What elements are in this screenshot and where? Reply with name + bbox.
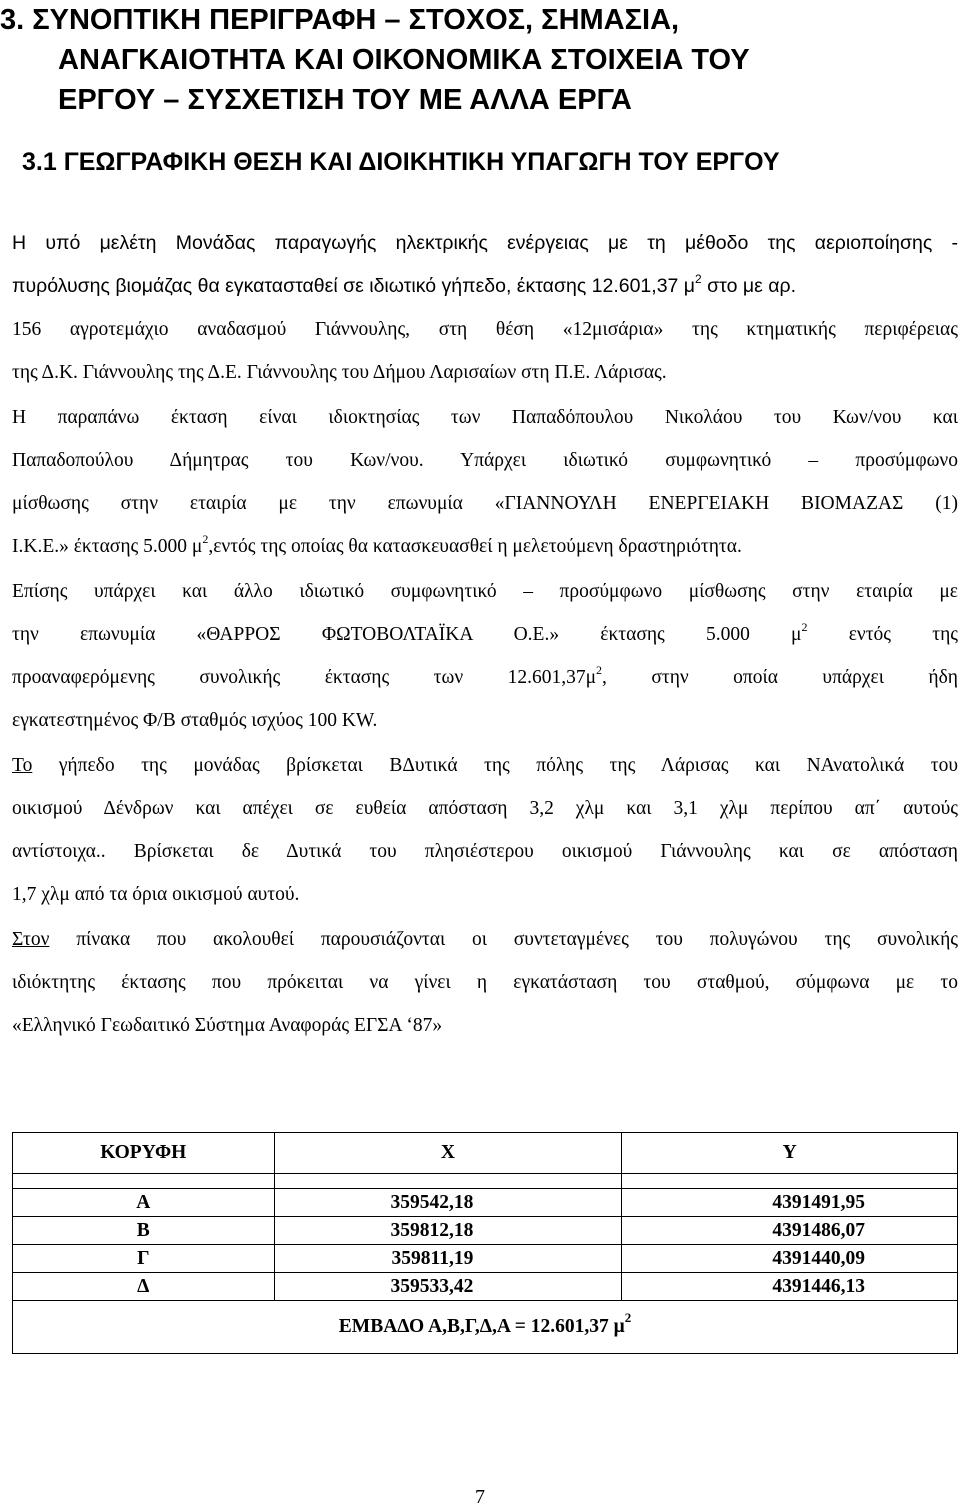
text-line: Η υπό μελέτη Μονάδας παραγωγής ηλεκτρικής ενέργειας με τη μέθοδο της αεριοποίησης -	[12, 232, 958, 254]
vertex-cell: Δ	[13, 1273, 275, 1301]
text-line: 1,7 χλμ από τα όρια οικισμού αυτού.	[12, 884, 300, 905]
superscript: 2	[202, 532, 209, 546]
text-span: την επωνυμία «ΘΑΡΡΟΣ ΦΩΤΟΒΟΛΤΑΪΚΑ Ο.Ε.» έκτασης 5.000 μ	[12, 624, 802, 645]
area-cell	[13, 1301, 958, 1354]
table-row	[13, 1189, 958, 1217]
y-cell: 4391446,13	[622, 1273, 958, 1301]
heading-line-2: ΑΝΑΓΚΑΙΟΤΗΤΑ ΚΑΙ ΟΙΚΟΝΟΜΙΚΑ ΣΤΟΙΧΕΙΑ ΤΟΥ	[58, 44, 750, 76]
text-line: αντίστοιχα.. Βρίσκεται δε Δυτικά του πλησιέστερου οικισμού Γιάννουλης και σε απόσταση	[12, 841, 958, 862]
text-line	[12, 525, 958, 568]
area-text: ΕΜΒΑΔΟ Α,Β,Γ,Δ,Α = 12.601,37 μ	[338, 1316, 625, 1337]
paragraph-lease	[12, 570, 958, 742]
table-header-x: X	[274, 1133, 622, 1174]
coordinates-table	[12, 1132, 958, 1354]
table-header-y: Y	[622, 1133, 958, 1174]
section-heading	[0, 0, 940, 120]
text-line	[12, 613, 958, 656]
text-span: στο με αρ.	[701, 275, 797, 297]
area-superscript: 2	[624, 1310, 632, 1325]
vertex-cell: Γ	[13, 1245, 275, 1273]
text-line	[12, 265, 958, 308]
body-text	[12, 222, 958, 1049]
text-span: Ι.Κ.Ε.» έκτασης 5.000 μ	[12, 536, 203, 557]
heading-line-1: 3. ΣΥΝΟΠΤΙΚΗ ΠΕΡΙΓΡΑΦΗ – ΣΤΟΧΟΣ, ΣΗΜΑΣΙΑ,	[0, 4, 680, 36]
paragraph-location	[12, 222, 958, 394]
paragraph-coordinates-intro	[12, 918, 958, 1047]
text-line: Επίσης υπάρχει και άλλο ιδιωτικό συμφωνητικό – προσύμφωνο μίσθωσης στην εταιρία με	[12, 581, 958, 602]
heading-line-3: ΕΡΓΟΥ – ΣΥΣΧΕΤΙΣΗ ΤΟΥ ΜΕ ΑΛΛΑ ΕΡΓΑ	[58, 84, 632, 116]
text-line: Η παραπάνω έκταση είναι ιδιοκτησίας των Παπαδόπουλου Νικολάου του Κων/νου και	[12, 407, 958, 428]
text-line: «Ελληνικό Γεωδαιτικό Σύστημα Αναφοράς ΕΓΣΑ ‘87»	[12, 1015, 443, 1036]
superscript: 2	[596, 663, 603, 677]
underlined-word: Το	[12, 755, 33, 776]
superscript: 2	[801, 620, 808, 634]
x-cell: 359811,19	[274, 1245, 622, 1273]
text-line: της Δ.Κ. Γιάννουλης της Δ.Ε. Γιάννουλης του Δήμου Λαρισαίων στη Π.Ε. Λάρισας.	[12, 362, 667, 383]
text-line: ιδιόκτητης έκτασης που πρόκειται να γίνει η εγκατάσταση του σταθμού, σύμφωνα με το	[12, 972, 958, 993]
y-cell: 4391486,07	[622, 1217, 958, 1245]
table-spacer-row	[13, 1174, 958, 1189]
page-number: 7	[475, 1486, 485, 1508]
text-line: Το γήπεδο της μονάδας βρίσκεται ΒΔυτικά της πόλης της Λάρισας και ΝΑνατολικά του	[12, 755, 958, 776]
x-cell: 359812,18	[274, 1217, 622, 1245]
y-cell: 4391491,95	[622, 1189, 958, 1217]
x-cell: 359542,18	[274, 1189, 622, 1217]
table-area-row	[13, 1301, 958, 1354]
table-row	[13, 1273, 958, 1301]
text-line: Παπαδοπούλου Δήμητρας του Κων/νου. Υπάρχει ιδιωτικό συμφωνητικό – προσύμφωνο	[12, 450, 958, 471]
text-line: μίσθωσης στην εταιρία με την επωνυμία «ΓΙΑΝΝΟΥΛΗ ΕΝΕΡΓΕΙΑΚΗ ΒΙΟΜΑΖΑΣ (1)	[12, 493, 958, 514]
vertex-cell: Β	[13, 1217, 275, 1245]
table-row	[13, 1217, 958, 1245]
text-line: οικισμού Δένδρων και απέχει σε ευθεία απόσταση 3,2 χλμ και 3,1 χλμ περίπου απ΄ αυτούς	[12, 798, 958, 819]
paragraph-ownership	[12, 396, 958, 568]
underlined-word: Στον	[12, 929, 50, 950]
text-span: , στην οποία υπάρχει ήδη	[602, 667, 958, 688]
text-line: εγκατεστημένος Φ/Β σταθμός ισχύος 100 KW.	[12, 710, 378, 731]
x-cell: 359533,42	[274, 1273, 622, 1301]
text-span: πυρόλυσης βιομάζας θα εγκατασταθεί σε ιδιωτικό γήπεδο, έκτασης 12.601,37 μ	[12, 275, 696, 297]
subsection-heading: 3.1 ΓΕΩΓΡΑΦΙΚΗ ΘΕΣΗ ΚΑΙ ΔΙΟΙΚΗΤΙΚΗ ΥΠΑΓΩΓΗ ΤΟΥ ΕΡΓΟΥ	[22, 148, 780, 176]
text-span: εντός της	[807, 624, 958, 645]
text-span: ,εντός της οποίας θα κατασκευασθεί η μελετούμενη δραστηριότητα.	[208, 536, 742, 557]
text-span: προαναφερόμενης συνολικής έκτασης των 12.601,37μ	[12, 667, 597, 688]
paragraph-distances	[12, 744, 958, 916]
text-line	[12, 656, 958, 699]
vertex-cell: Α	[13, 1189, 275, 1217]
y-cell: 4391440,09	[622, 1245, 958, 1273]
text-line: 156 αγροτεμάχιο αναδασμού Γιάννουλης, στη θέση «12μισάρια» της κτηματικής περιφέρειας	[12, 319, 958, 340]
text-line: Στον πίνακα που ακολουθεί παρουσιάζονται οι συντεταγμένες του πολυγώνου της συνολικής	[12, 929, 958, 950]
table-row	[13, 1245, 958, 1273]
table-header-row	[13, 1133, 958, 1174]
superscript: 2	[695, 272, 702, 286]
table-header-vertex: ΚΟΡΥΦΗ	[13, 1133, 275, 1174]
